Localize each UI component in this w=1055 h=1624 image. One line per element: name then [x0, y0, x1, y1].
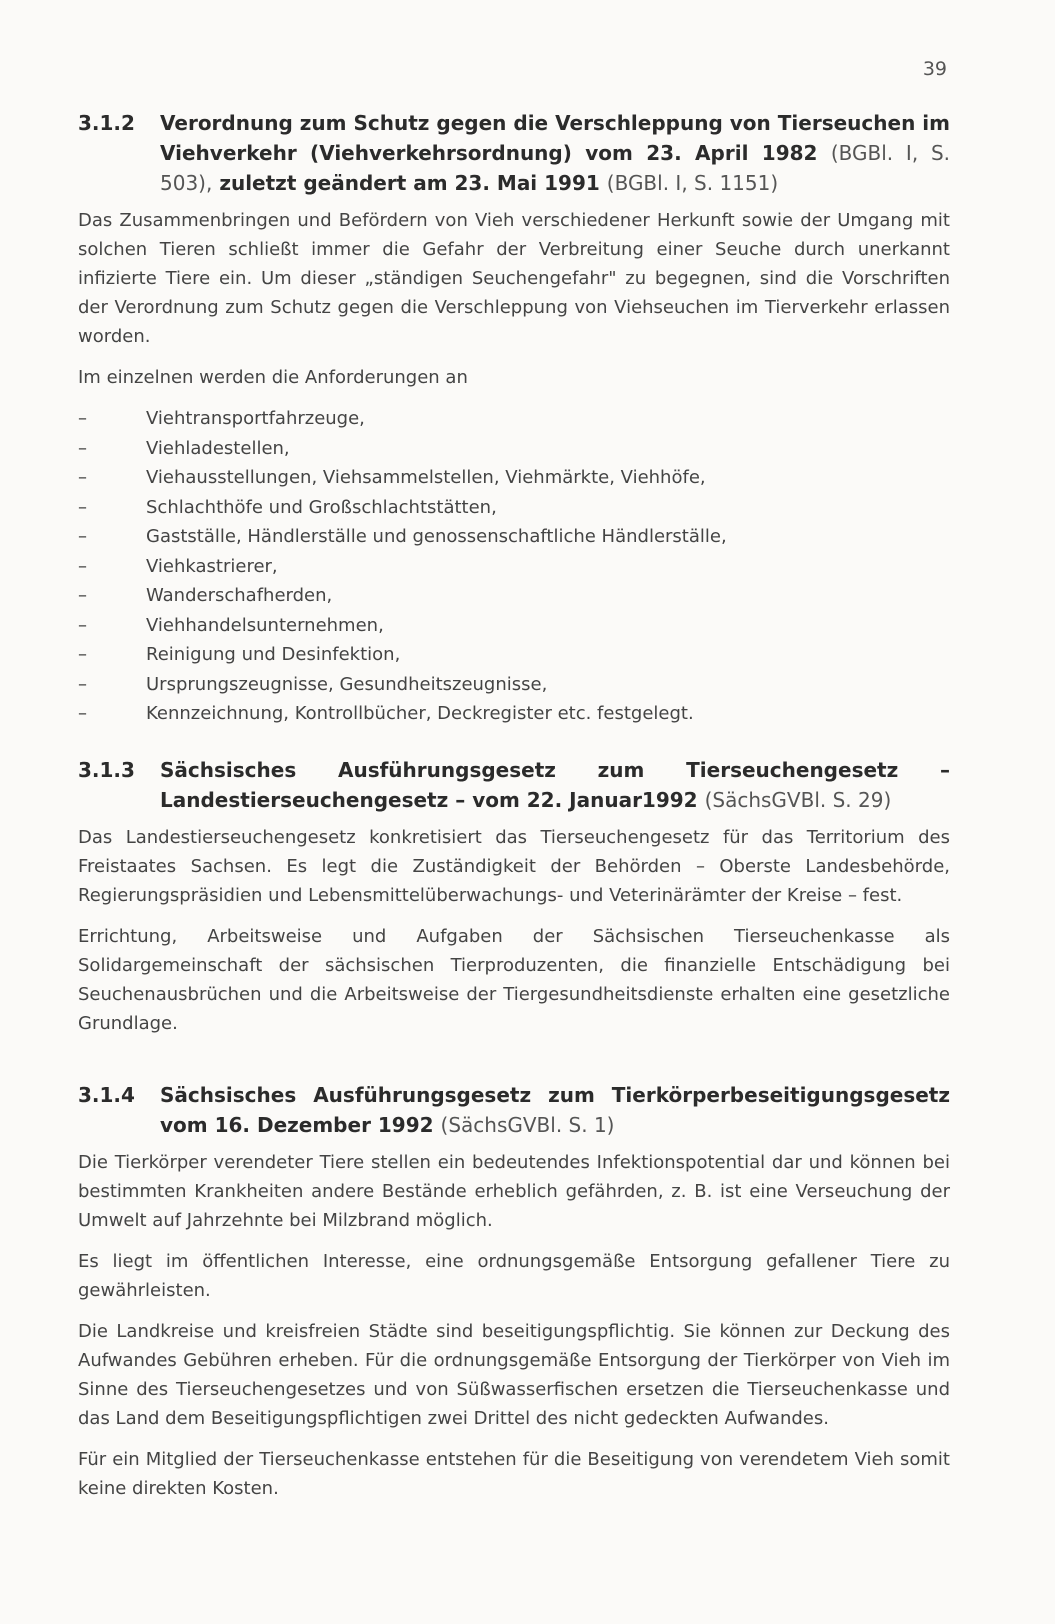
paragraph: Das Landestierseuchengesetz konkretisiert das Tierseuchengesetz für das Territorium des Freistaates Sachsen. Es legt die Zuständigkeit der Behörden – Oberste Landesbehörde, Regierungspräsidien und Lebensmittelüberwachungs- und Veterinärämter der Kreise – fest.	[78, 826, 950, 906]
paragraph: Für ein Mitglied der Tierseuchenkasse entstehen für die Beseitigung von verendetem Vieh somit keine direkten Kosten.	[78, 1448, 950, 1499]
list-item: – Schlachthöfe und Großschlachtstätten,	[78, 496, 497, 518]
list-item: – Reinigung und Desinfektion,	[78, 644, 401, 665]
page-content	[78, 108, 950, 1529]
section-citation: (BGBl. I, S. 503),	[160, 141, 951, 195]
list-item: – Ursprungszeugnisse, Gesundheitszeugnisse,	[78, 673, 548, 695]
paragraph: Die Landkreise und kreisfreien Städte sind beseitigungspflichtig. Sie können zur Deckung des Aufwandes Gebühren erheben. Für die ordnungsgemäße Entsorgung der Tierkörper von Vieh im Sinne des Tierseuchengesetzes und von Süßwasserfischen ersetzen die Tierseuchenkasse und das Land dem Beseitigungspflichtigen zwei Drittel des nicht gedeckten Aufwandes.	[78, 1320, 950, 1429]
section-heading	[78, 1080, 950, 1140]
list-item: – Wanderschafherden,	[78, 585, 333, 606]
list-item: – Viehausstellungen, Viehsammelstellen, Viehmärkte, Viehhöfe,	[78, 467, 706, 488]
section-title	[160, 1080, 950, 1140]
section-title-text: Verordnung zum Schutz gegen die Verschleppung von Tierseuchen im Viehverkehr (Viehverkehrsordnung) vom 23. April 1982	[160, 111, 950, 165]
section-title-amendment: zuletzt geändert am 23. Mai 1991	[219, 171, 600, 195]
section-citation: (SächsGVBl. S. 1)	[440, 1112, 615, 1137]
list-item: – Viehladestellen,	[78, 437, 290, 459]
section-citation-amendment: (BGBl. I, S. 1151)	[606, 171, 779, 195]
paragraph: Im einzelnen werden die Anforderungen an	[78, 367, 468, 388]
paragraph: Errichtung, Arbeitsweise und Aufgaben der Sächsischen Tierseuchenkasse als Solidargemeinschaft der sächsischen Tierproduzenten, die finanzielle Entschädigung bei Seuchenausbrüchen und die Arbeitsweise der Tiergesundheitsdienste erhalten eine gesetzliche Grundlage.	[78, 925, 950, 1034]
section-title-text: Sächsisches Ausführungsgesetz zum Tierkörperbeseitigungsgesetz vom 16. Dezember 1992	[160, 1082, 950, 1137]
section-3-1-4	[78, 1080, 950, 1503]
section-title-text: Sächsisches Ausführungsgesetz zum Tierseuchengesetz – Landestierseuchengesetz – vom 22. Januar1992	[160, 757, 950, 812]
list-item: – Viehkastrierer,	[78, 555, 278, 577]
section-number: 3.1.2	[78, 111, 135, 135]
section-title	[160, 108, 950, 198]
list-item: – Viehhandelsunternehmen,	[78, 614, 384, 636]
paragraph: Das Zusammenbringen und Befördern von Vieh verschiedener Herkunft sowie der Umgang mit solchen Tieren schließt immer die Gefahr der Verbreitung einer Seuche durch unerkannt infizierte Tiere ein. Um dieser „ständigen Seuchengefahr" zu begegnen, sind die Vorschriften der Verordnung zum Schutz gegen die Verschleppung von Viehseuchen im Tierverkehr erlassen worden.	[78, 210, 950, 347]
section-3-1-2	[78, 108, 950, 729]
paragraph: Die Tierkörper verendeter Tiere stellen ein bedeutendes Infektionspotential dar und können bei bestimmten Krankheiten andere Bestände erheblich gefährden, z. B. ist eine Verseuchung der Umwelt auf Jahrzehnte bei Milzbrand möglich.	[78, 1151, 950, 1231]
section-citation: (SächsGVBl. S. 29)	[704, 787, 892, 812]
section-number: 3.1.4	[78, 1082, 135, 1107]
page-number: 39	[922, 58, 947, 80]
section-number: 3.1.3	[78, 757, 135, 782]
section-3-1-3	[78, 755, 950, 1038]
list-item: – Viehtransportfahrzeuge,	[78, 408, 365, 429]
section-heading	[78, 755, 950, 815]
section-heading	[78, 108, 950, 198]
paragraph: Es liegt im öffentlichen Interesse, eine ordnungsgemäße Entsorgung gefallener Tiere zu gewährleisten.	[78, 1250, 950, 1301]
requirements-list	[78, 404, 950, 729]
section-title	[160, 755, 950, 815]
list-item: – Gastställe, Händlerställe und genossenschaftliche Händlerställe,	[78, 526, 727, 547]
list-item: – Kennzeichnung, Kontrollbücher, Deckregister etc. festgelegt.	[78, 703, 694, 724]
